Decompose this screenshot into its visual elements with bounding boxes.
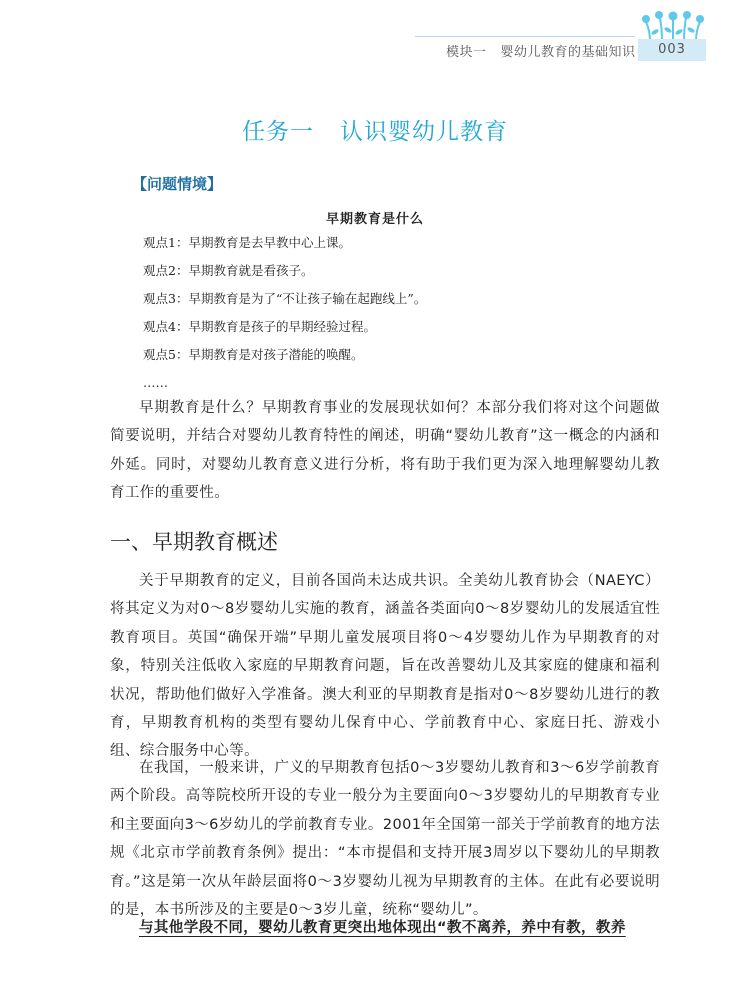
viewpoint-item: 观点4：早期教育是孩子的早期经验过程。 [143,319,376,334]
module-label: 模块一 [446,45,487,60]
intro-paragraph: 早期教育是什么？早期教育事业的发展现状如何？本部分我们将对这个问题做简要说明，并结合对婴幼儿教育特性的阐述，明确“婴幼儿教育”这一概念的内涵和外延。同时，对婴幼儿教育意义进行分析，将有助于我们更为深入地理解婴幼儿教育工作的重要性。 [110,400,660,502]
task-title [0,113,750,146]
emphasis-text: 与其他学段不同，婴幼儿教育更突出地体现出“教不离养，养中有教，教养 [139,920,626,936]
body-paragraph: 关于早期教育的定义，目前各国尚未达成共识。全美幼儿教育协会（NAEYC）将其定义为对0～8岁婴幼儿实施的教育，涵盖各类面向0～8岁婴幼儿的发展适宜性教育项目。英国“确保开端”早期儿童发展项目将0～4岁婴幼儿作为早期教育的对象，特别关注低收入家庭的早期教育问题，旨在改善婴幼儿及其家庭的健康和福利状况，帮助他们做好入学准备。澳大利亚的早期教育是指对0～8岁婴幼儿进行的教育，早期教育机构的类型有婴幼儿保育中心、学前教育中心、家庭日托、游戏小组、综合服务中心等。 [110,573,660,760]
viewpoint-ellipsis: …… [143,375,168,390]
header-rule [415,36,635,37]
body-paragraph: 在我国，一般来讲，广义的早期教育包括0～3岁婴幼儿教育和3～6岁学前教育两个阶段。高等院校所开设的专业一般分为主要面向0～3岁婴幼儿的早期教育专业和主要面向3～6岁幼儿的学前教育专业。2001年全国第一部关于学前教育的地方法规《北京市学前教育条例》提出：“本市提倡和支持开展3周岁以下婴幼儿的早期教育。”这是第一次从年龄层面将0～3岁婴幼儿视为早期教育的主体。在此有必要说明的是，本书所涉及的主要是0～3岁儿童，统称“婴幼儿”。 [110,760,660,919]
viewpoint-item: 观点2：早期教育就是看孩子。 [143,263,314,278]
emphasis-paragraph [110,914,660,942]
viewpoint-item: 观点3：早期教育是为了“不让孩子输在起跑线上”。 [143,291,427,306]
page-number: 003 [638,39,706,61]
situation-box-title: 早期教育是什么 [325,212,424,227]
task-number: 任务一 [242,119,314,145]
viewpoint-item: 观点1：早期教育是去早教中心上课。 [143,235,351,250]
situation-label: 【问题情境】 [132,175,223,193]
viewpoint-list [143,233,426,401]
sprout-decoration-icon [640,8,706,42]
section-heading: 一、早期教育概述 [110,530,278,554]
viewpoint-item: 观点5：早期教育是对孩子潜能的唤醒。 [143,347,364,362]
task-name: 认识婴幼儿教育 [340,119,508,145]
module-title: 婴幼儿教育的基础知识 [500,45,636,60]
running-header [446,41,636,60]
